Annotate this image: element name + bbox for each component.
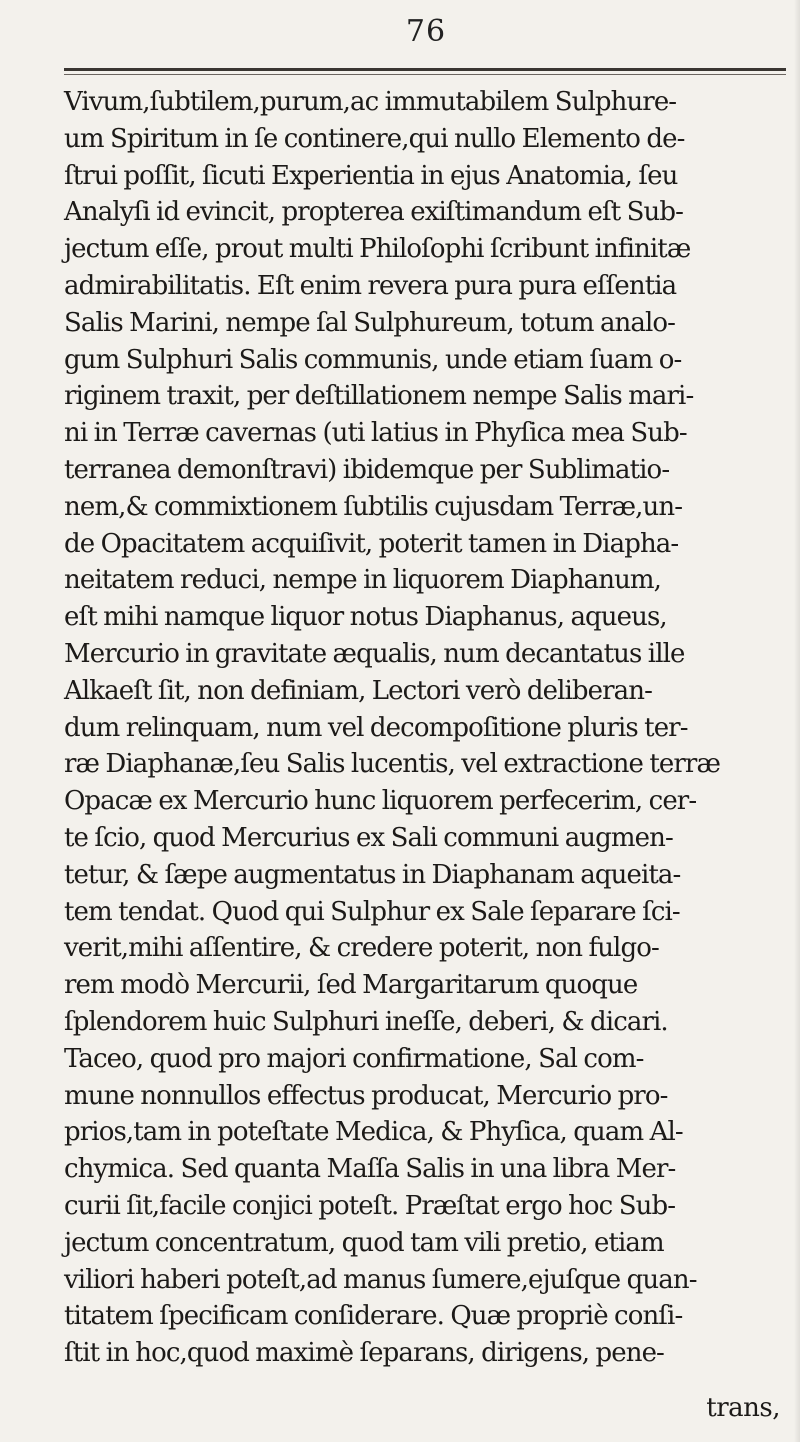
text-line: um Spiritum in ſe continere,qui nullo Elemento de- — [64, 123, 685, 154]
text-line: Mercurio in gravitate æqualis, num decantatus ille — [64, 638, 685, 669]
text-line: te ſcio, quod Mercurius ex Sali communi augmen- — [64, 822, 673, 853]
text-line: jectum eſſe, prout multi Philoſophi ſcribunt infinitæ — [64, 234, 691, 265]
text-line: riginem traxit, per deſtillationem nempe Salis mari- — [64, 381, 694, 412]
page-number: 76 — [405, 14, 447, 49]
text-line: ſtit in hoc,quod maximè ſeparans, dirigens, pene- — [64, 1338, 664, 1369]
text-line: tetur, & ſæpe augmentatus in Diaphanam aqueita- — [64, 859, 681, 890]
text-line: curii ſit,facile conjici poteſt. Præſtat ergo hoc Sub- — [64, 1190, 676, 1221]
header-rule — [64, 68, 786, 71]
text-line: Opacæ ex Mercurio hunc liquorem perfecerim, cer- — [64, 786, 697, 817]
text-line: ſtrui poſſit, ſicuti Experientia in ejus Anatomia, ſeu — [64, 160, 678, 191]
text-line: terranea demonſtravi) ibidemque per Sublimatio- — [64, 454, 670, 485]
text-line: viliori haberi poteſt,ad manus ſumere,ejuſque quan- — [64, 1264, 697, 1295]
text-line: eſt mihi namque liquor notus Diaphanus, aqueus, — [64, 602, 667, 633]
text-line: neitatem reduci, nempe in liquorem Diaphanum, — [64, 565, 662, 596]
text-line: jectum concentratum, quod tam vili pretio, etiam — [64, 1227, 664, 1258]
text-line: admirabilitatis. Eſt enim revera pura pura eſſentia — [64, 270, 677, 301]
text-line: Analyſi id evincit, propterea exiſtimandum eſt Sub- — [64, 197, 683, 228]
text-line: gum Sulphuri Salis communis, unde etiam ſuam o- — [64, 344, 682, 375]
text-line: dum relinquam, num vel decompoſitione pluris ter- — [64, 712, 688, 743]
catchword: trans, — [706, 1393, 780, 1423]
text-line: mune nonnullos effectus producat, Mercurio pro- — [64, 1080, 668, 1111]
header-rule-thin — [64, 74, 786, 75]
text-line: ſplendorem huic Sulphuri ineſſe, deberi, & dicari. — [64, 1006, 668, 1037]
page-edge — [794, 0, 800, 1442]
text-line: titatem ſpecificam conſiderare. Quæ propriè conſi- — [64, 1301, 683, 1332]
text-line: Salis Marini, nempe ſal Sulphureum, totum analo- — [64, 307, 676, 338]
text-line: Alkaeſt ſit, non definiam, Lectori verò deliberan- — [64, 675, 653, 706]
text-line: tem tendat. Quod qui Sulphur ex Sale ſeparare ſci- — [64, 896, 680, 927]
text-line: ni in Terræ cavernas (uti latius in Phyſica mea Sub- — [64, 418, 687, 449]
text-line: prios,tam in poteſtate Medica, & Phyſica, quam Al- — [64, 1117, 683, 1148]
text-line: chymica. Sed quanta Maſſa Salis in una libra Mer- — [64, 1154, 676, 1185]
text-line: ræ Diaphanæ,ſeu Salis lucentis, vel extractione terræ — [64, 749, 720, 780]
text-line: de Opacitatem acquiſivit, poterit tamen in Diapha- — [64, 528, 679, 559]
text-line: nem,& commixtionem ſubtilis cujusdam Terræ,un- — [64, 491, 683, 522]
text-body — [64, 84, 786, 1372]
text-line: rem modò Mercurii, ſed Margaritarum quoque — [64, 970, 638, 1001]
text-line: verit,mihi aſſentire, & credere poterit, non fulgo- — [64, 933, 659, 964]
text-line: Taceo, quod pro majori confirmatione, Sal com- — [64, 1043, 644, 1074]
text-line: Vivum,ſubtilem,purum,ac immutabilem Sulphure- — [64, 87, 677, 117]
